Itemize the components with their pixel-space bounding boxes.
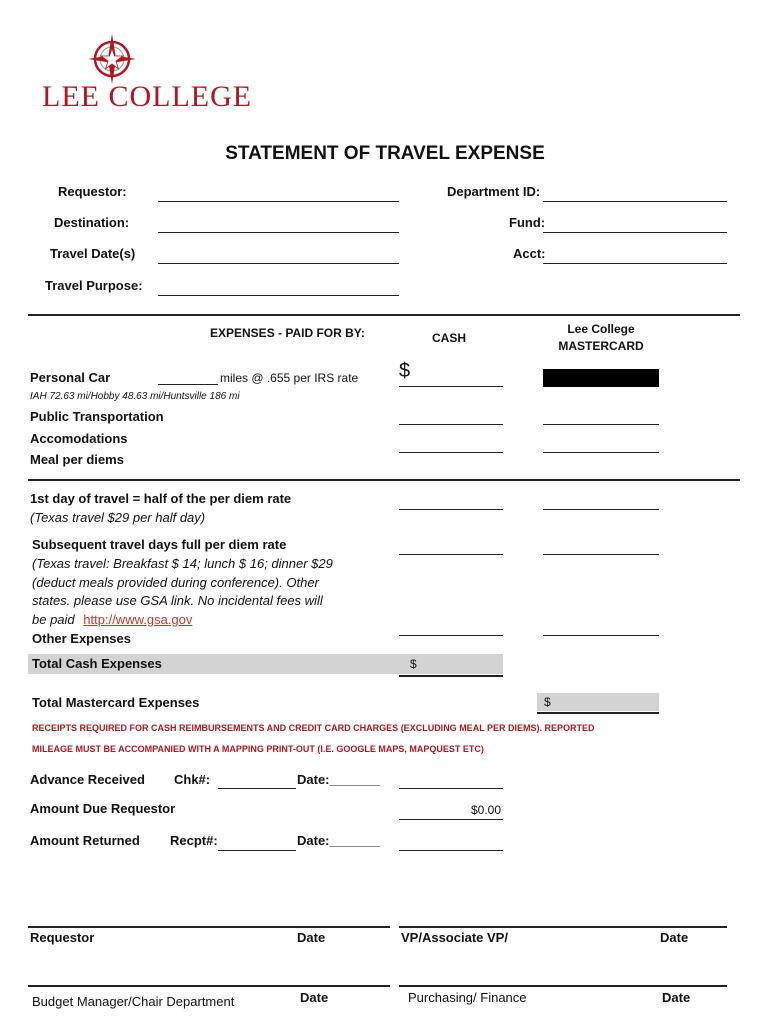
dollar-sign: $ — [399, 360, 411, 382]
budget-manager-signature-label: Budget Manager/Chair Department — [32, 994, 235, 1009]
receipts-notice-line1: RECEIPTS REQUIRED FOR CASH REIMBURSEMENTS AND CREDIT CARD CHARGES (EXCLUDING MEAL PER DIEMS). REPORTED — [32, 723, 595, 733]
advance-received-label: Advance Received — [30, 772, 145, 787]
total-cash-label: Total Cash Expenses — [32, 656, 162, 671]
meal-per-diems-label: Meal per diems — [30, 452, 124, 467]
other-expenses-cash-field[interactable] — [399, 635, 503, 636]
subsequent-note-4 — [32, 612, 192, 627]
section-divider — [28, 314, 740, 316]
public-transportation-cash-field[interactable] — [399, 424, 503, 425]
vp-signature-label: VP/Associate VP/ — [401, 930, 508, 945]
returned-amount-field[interactable] — [399, 850, 503, 851]
first-day-note: (Texas travel $29 per half day) — [30, 510, 206, 525]
purchasing-signature-line[interactable] — [399, 985, 727, 987]
vp-signature-line[interactable] — [399, 926, 727, 928]
total-mastercard-label: Total Mastercard Expenses — [32, 695, 200, 710]
total-mastercard-symbol: $ — [544, 695, 551, 709]
destination-label: Destination: — [54, 215, 130, 230]
total-cash-underline — [399, 675, 503, 677]
public-transportation-mastercard-field[interactable] — [543, 424, 659, 425]
total-mastercard-underline — [537, 712, 659, 714]
requestor-signature-line[interactable] — [28, 926, 390, 928]
requestor-field[interactable] — [158, 201, 399, 202]
mastercard-column-header-line1: Lee College — [567, 322, 635, 336]
personal-car-label: Personal Car — [30, 370, 111, 385]
expenses-paid-by-header: EXPENSES - PAID FOR BY: — [210, 326, 365, 340]
subsequent-days-label: Subsequent travel days full per diem rate — [32, 537, 287, 552]
public-transportation-label: Public Transportation — [30, 409, 164, 424]
subsequent-days-mastercard-field[interactable] — [543, 554, 659, 555]
mileage-note: IAH 72.63 mi/Hobby 48.63 mi/Huntsville 186 mi — [30, 391, 240, 402]
vp-date-label: Date — [660, 930, 689, 945]
page-title: STATEMENT OF TRAVEL EXPENSE — [225, 143, 545, 164]
personal-car-cash-field[interactable] — [399, 386, 503, 387]
amount-returned-label: Amount Returned — [30, 833, 140, 848]
total-cash-symbol: $ — [410, 657, 417, 671]
subsequent-note-3: states. please use GSA link. No incidental fees will — [32, 593, 323, 608]
returned-date-label: Date:_______ — [297, 833, 381, 848]
accomodations-cash-field[interactable] — [399, 452, 503, 453]
other-expenses-mastercard-field[interactable] — [543, 635, 659, 636]
budget-manager-date-label: Date — [300, 990, 329, 1005]
accomodations-mastercard-field[interactable] — [543, 452, 659, 453]
first-day-label: 1st day of travel = half of the per diem rate — [30, 491, 292, 506]
travel-purpose-label: Travel Purpose: — [45, 278, 143, 293]
subsequent-note-1: (Texas travel: Breakfast $ 14; lunch $ 16; dinner $29 — [32, 556, 333, 571]
other-expenses-label: Other Expenses — [32, 631, 131, 646]
total-mastercard-box — [537, 693, 659, 711]
recpt-field[interactable] — [218, 850, 296, 851]
subsequent-note-2: (deduct meals provided during conference). Other — [32, 575, 319, 590]
budget-manager-signature-line[interactable] — [28, 985, 390, 987]
department-id-field[interactable] — [543, 201, 727, 202]
requestor-signature-label: Requestor — [30, 930, 95, 945]
purchasing-date-label: Date — [662, 990, 691, 1005]
travel-purpose-field[interactable] — [158, 295, 399, 296]
purchasing-signature-label: Purchasing/ Finance — [408, 990, 527, 1005]
first-day-mastercard-field[interactable] — [543, 509, 659, 510]
miles-rate-label: miles @ .655 per IRS rate — [220, 371, 359, 385]
chk-field[interactable] — [218, 788, 296, 789]
logo — [40, 30, 253, 113]
travel-dates-field[interactable] — [158, 263, 399, 264]
amount-due-field — [399, 819, 503, 820]
requestor-label: Requestor: — [58, 184, 127, 199]
first-day-cash-field[interactable] — [399, 509, 503, 510]
personal-car-mastercard-blocked — [543, 369, 659, 387]
advance-amount-field[interactable] — [399, 788, 503, 789]
amount-due-value: $0.00 — [470, 803, 501, 817]
fund-label: Fund: — [509, 215, 546, 230]
gsa-link[interactable]: http://www.gsa.gov — [83, 612, 193, 627]
fund-field[interactable] — [543, 232, 727, 233]
requestor-date-label: Date — [297, 930, 326, 945]
travel-dates-label: Travel Date(s) — [50, 246, 136, 261]
acct-field[interactable] — [543, 263, 727, 264]
cash-column-header: CASH — [432, 331, 467, 345]
advance-date-label: Date:_______ — [297, 772, 381, 787]
logo-text: LEE COLLEGE — [42, 80, 253, 113]
amount-due-label: Amount Due Requestor — [30, 801, 176, 816]
subsequent-days-cash-field[interactable] — [399, 554, 503, 555]
recpt-label: Recpt#: — [170, 833, 218, 848]
subsequent-note-4-prefix: be paid — [32, 612, 75, 627]
receipts-notice-line2: MILEAGE MUST BE ACCOMPANIED WITH A MAPPING PRINT-OUT (I.E. GOOGLE MAPS, MAPQUEST ETC) — [32, 744, 484, 754]
acct-label: Acct: — [513, 246, 546, 261]
destination-field[interactable] — [158, 232, 399, 233]
department-id-label: Department ID: — [447, 184, 541, 199]
accomodations-label: Accomodations — [30, 431, 128, 446]
mastercard-column-header-line2: MASTERCARD — [558, 339, 644, 353]
meals-divider — [28, 479, 740, 481]
chk-label: Chk#: — [174, 772, 211, 787]
miles-field[interactable] — [158, 384, 218, 385]
